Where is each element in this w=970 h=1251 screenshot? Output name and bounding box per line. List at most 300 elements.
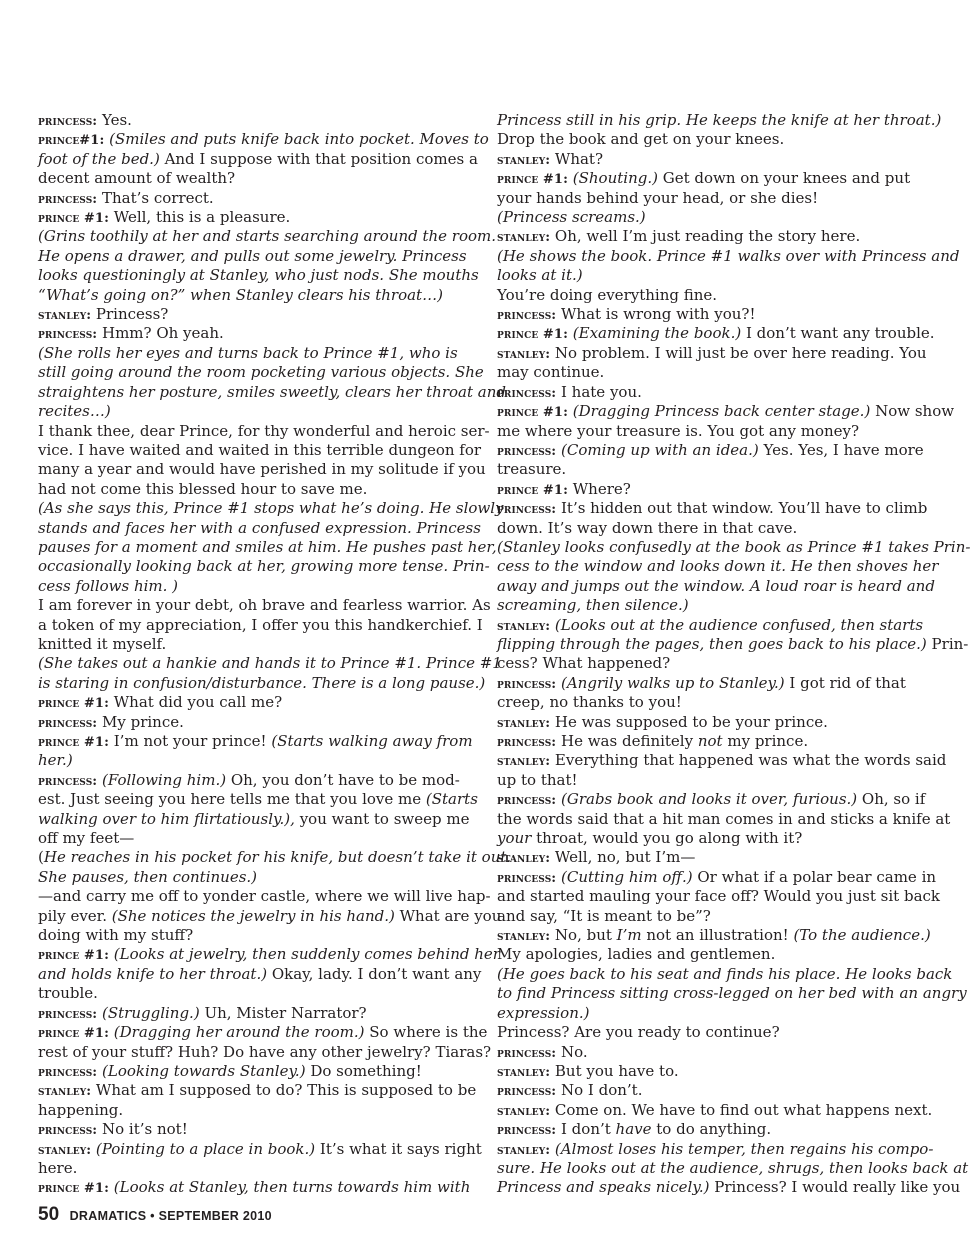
dialogue-text: Get down on your knees and put	[657, 169, 911, 188]
speaker-name: stanley:	[38, 1084, 92, 1100]
speaker-name: princess:	[38, 114, 98, 129]
script-line	[38, 111, 466, 130]
dialogue-text: What is wrong with you?!	[556, 305, 756, 324]
script-line	[38, 557, 490, 576]
dialogue-text: est. Just seeing you here tells me that you love me	[38, 790, 426, 809]
script-line	[497, 383, 925, 402]
script-line	[38, 537, 497, 557]
script-line	[497, 460, 925, 479]
script-line	[38, 713, 466, 732]
script-line	[497, 499, 928, 518]
dialogue-text: Oh, well I’m just reading the story here.	[550, 227, 861, 246]
dialogue-text: rest of your stuff? Huh? Do have any other jewelry? Tiaras?	[38, 1042, 492, 1061]
stage-direction: not	[697, 732, 723, 750]
stage-direction: (Dragging Princess back center stage.)	[572, 402, 871, 421]
dialogue-text: Well, no, but I’m—	[550, 848, 696, 867]
speaker-name: stanley:	[497, 929, 551, 945]
stage-direction: (Following him.)	[102, 770, 227, 789]
stage-direction: “What’s going on?” when Stanley clears his throat…)	[38, 285, 443, 304]
stage-direction: (She notices the jewelry in his hand.)	[111, 906, 395, 925]
stage-direction: to find Princess sitting cross-legged on her bed with an angry	[497, 984, 967, 1003]
script-line	[497, 1100, 933, 1120]
dialogue-text: He was supposed to be your prince.	[550, 712, 828, 731]
script-line	[497, 1081, 925, 1100]
stage-direction: expression.)	[497, 1003, 590, 1022]
script-line	[38, 654, 502, 673]
stage-direction: screaming, then silence.)	[497, 596, 689, 615]
script-line	[38, 440, 482, 460]
script-line	[38, 208, 466, 227]
script-line	[38, 324, 466, 343]
script-line	[38, 305, 466, 324]
dialogue-text: Yes. Yes, I have more	[758, 440, 924, 459]
speaker-name: princess:	[497, 735, 557, 750]
script-line	[38, 577, 466, 596]
stage-direction: and holds knife to her throat.)	[38, 964, 268, 983]
script-line	[497, 654, 925, 673]
stage-direction: (Looks at jewelry, then suddenly comes behind her	[113, 945, 500, 964]
script-line	[497, 596, 925, 615]
stage-direction: I’m	[616, 926, 642, 945]
dialogue-text: here.	[38, 1158, 78, 1177]
script-line	[38, 1023, 488, 1042]
dialogue-text: many a year and would have perished in my solitude if you	[38, 460, 486, 479]
script-line	[497, 634, 969, 654]
script-line	[38, 169, 466, 188]
speaker-name: princess:	[497, 385, 557, 401]
publication-footer: DRAMATICS • SEPTEMBER 2010	[69, 1209, 272, 1223]
script-line	[497, 1004, 925, 1023]
stage-direction: looks at it.)	[497, 266, 583, 285]
dialogue-text: And I suppose with that position comes a	[159, 149, 478, 168]
stage-direction: He reaches in his pocket for his knife, but doesn’t take it out.	[43, 848, 512, 867]
script-line	[38, 421, 490, 441]
speaker-name: princess:	[497, 1123, 557, 1139]
speaker-name: princess:	[38, 1064, 98, 1080]
dialogue-text: not an illustration!	[641, 926, 794, 945]
script-line	[497, 1023, 925, 1042]
script-line	[38, 499, 504, 518]
script-line	[497, 674, 925, 693]
speaker-name: princess:	[497, 1084, 557, 1100]
dialogue-text: throat, would you go along with it?	[531, 829, 803, 848]
script-line	[38, 286, 466, 305]
dialogue-text: I’m not your prince!	[108, 732, 272, 750]
script-line	[497, 537, 970, 557]
stage-direction: occasionally looking back at her, growing more tense. Prin-	[38, 557, 490, 576]
script-line	[497, 208, 925, 227]
speaker-name: prince #1:	[497, 405, 568, 421]
script-line	[497, 751, 947, 770]
speaker-name: stanley:	[497, 152, 551, 168]
script-line	[38, 1004, 466, 1023]
dialogue-text: I don’t	[556, 1120, 616, 1139]
dialogue-text: Princess? Are you ready to continue?	[497, 1023, 780, 1042]
script-line	[38, 518, 481, 538]
dialogue-text: had not come this blessed hour to save me.	[38, 479, 368, 498]
script-line	[38, 363, 484, 382]
stage-direction: looks questioningly at Stanley, who just nods. She mouths	[38, 266, 479, 285]
speaker-name: prince #1:	[497, 327, 568, 343]
script-line	[38, 1159, 466, 1178]
dialogue-text: Prin-	[926, 634, 969, 653]
script-line	[38, 1042, 492, 1062]
stage-direction: (Starts	[425, 790, 478, 809]
script-line	[38, 402, 466, 421]
speaker-name: princess:	[497, 443, 557, 459]
script-line	[38, 868, 466, 887]
dialogue-text: Oh, so if	[857, 790, 926, 809]
dialogue-text: Oh, you don’t have to be mod-	[226, 770, 460, 789]
dialogue-text: No, but	[550, 926, 617, 945]
script-line	[497, 402, 955, 421]
stage-direction: (Coming up with an idea.)	[561, 440, 759, 459]
dialogue-text: Uh, Mister Narrator?	[199, 1003, 367, 1022]
script-line	[497, 519, 925, 538]
dialogue-text: I am forever in your debt, oh brave and fearless warrior. As	[38, 596, 491, 615]
script-line	[497, 557, 939, 576]
speaker-name: princess:	[38, 327, 98, 343]
speaker-name: princess:	[497, 502, 557, 518]
speaker-name: princess:	[38, 1006, 98, 1022]
dialogue-text: No problem. I will just be over here reading. You	[550, 343, 927, 362]
stage-direction: (Starts walking away from	[271, 732, 473, 750]
stage-direction: your	[497, 829, 532, 848]
stage-direction: (He goes back to his seat and finds his place. He looks back	[497, 964, 953, 983]
script-line	[497, 246, 960, 266]
dialogue-text: and started mauling your face off? Would you just sit back	[497, 887, 941, 906]
dialogue-text: Well, this is a pleasure.	[108, 208, 291, 227]
speaker-name: princess:	[497, 1045, 557, 1061]
script-line	[497, 305, 925, 324]
script-line	[38, 964, 482, 984]
script-line	[497, 130, 925, 149]
stage-direction: (She takes out a hankie and hands it to Prince #1. Prince #1	[38, 654, 502, 673]
script-line	[497, 1158, 969, 1178]
script-line	[38, 480, 466, 499]
speaker-name: princess:	[497, 676, 557, 692]
right-column	[497, 111, 970, 1198]
speaker-name: prince #1:	[38, 735, 109, 750]
script-line	[38, 945, 500, 964]
dialogue-text: cess? What happened?	[497, 654, 671, 673]
script-line	[497, 363, 925, 382]
speaker-name: stanley:	[497, 754, 551, 770]
script-line	[497, 266, 925, 285]
stage-direction: (Pointing to a place in book.)	[95, 1139, 316, 1158]
stage-direction: (Almost loses his temper, then regains his compo-	[554, 1139, 934, 1158]
speaker-name: stanley:	[497, 1103, 551, 1119]
script-line	[38, 382, 506, 402]
script-line	[497, 887, 941, 906]
stage-direction: flipping through the pages, then goes back to his place.)	[497, 634, 927, 653]
stage-direction: foot of the bed.)	[38, 149, 160, 168]
speaker-name: princess:	[38, 1123, 98, 1139]
dialogue-text: I hate you.	[556, 382, 642, 401]
stage-direction: (Smiles and puts knife back into pocket. Moves to	[109, 130, 489, 149]
script-line	[497, 1043, 925, 1062]
dialogue-text: up to that!	[497, 770, 578, 789]
dialogue-text: (	[38, 848, 44, 867]
stage-direction: (Looks at Stanley, then turns towards him with	[113, 1178, 471, 1197]
speaker-name: prince#1:	[38, 133, 105, 149]
stage-direction: He opens a drawer, and pulls out some jewelry. Princess	[38, 246, 467, 265]
script-line	[38, 266, 479, 285]
script-line	[497, 771, 925, 790]
script-line	[497, 848, 925, 867]
stage-direction: (Cutting him off.)	[561, 867, 693, 886]
stage-direction: pauses for a moment and smiles at him. He pushes past her,	[38, 537, 497, 556]
speaker-name: princess:	[497, 870, 557, 886]
stage-direction: is staring in confusion/disturbance. There is a long pause.)	[38, 673, 486, 692]
script-line	[38, 344, 466, 363]
script-line	[38, 732, 473, 751]
stage-direction: cess to the window and looks down it. He then shoves her	[497, 557, 939, 576]
dialogue-text: vice. I have waited and waited in this terrible dungeon for	[38, 440, 482, 459]
dialogue-text: down. It’s way down there in that cave.	[497, 518, 798, 537]
stage-direction: Princess and speaks nicely.)	[497, 1178, 710, 1197]
dialogue-text: to do anything.	[651, 1120, 772, 1139]
speaker-name: prince #1:	[497, 482, 568, 498]
page-number: 50	[38, 1204, 60, 1225]
dialogue-text: I don’t want any trouble.	[741, 324, 935, 343]
script-line	[497, 1139, 934, 1159]
dialogue-text: What are you	[394, 906, 502, 925]
dialogue-text: treasure.	[497, 460, 567, 479]
dialogue-text: No it’s not!	[97, 1120, 188, 1139]
script-line	[497, 907, 925, 926]
script-line	[497, 984, 967, 1003]
dialogue-text: It’s hidden out that window. You’ll have to climb	[556, 499, 928, 518]
dialogue-text: No I don’t.	[556, 1081, 643, 1100]
script-line	[497, 829, 925, 848]
script-line	[38, 1101, 466, 1120]
script-line	[38, 615, 483, 635]
dialogue-text: may continue.	[497, 363, 605, 382]
speaker-name: stanley:	[38, 1142, 92, 1158]
script-line	[38, 227, 497, 246]
script-line	[497, 1178, 961, 1197]
script-line	[38, 809, 470, 829]
dialogue-text: That’s correct.	[97, 188, 214, 207]
dialogue-text: Or what if a polar bear came in	[692, 867, 937, 886]
script-line	[38, 887, 491, 906]
script-line	[497, 945, 925, 964]
stage-direction: (She rolls her eyes and turns back to Prince #1, who is	[38, 343, 458, 362]
stage-direction: (Looking towards Stanley.)	[102, 1061, 306, 1080]
dialogue-text: What?	[550, 149, 603, 168]
stage-direction: recites…)	[38, 402, 111, 421]
script-line	[38, 673, 486, 693]
dialogue-text: a token of my appreciation, I offer you this handkerchief. I	[38, 615, 483, 634]
stage-direction: Princess still in his grip. He keeps the knife at her throat.)	[497, 111, 942, 129]
script-line	[38, 926, 466, 945]
speaker-name: stanley:	[497, 1142, 551, 1158]
script-line	[497, 964, 953, 984]
script-line	[38, 130, 489, 149]
script-line	[38, 1062, 466, 1081]
dialogue-text: pily ever.	[38, 906, 112, 925]
stage-direction: her.)	[38, 751, 73, 770]
speaker-name: stanley:	[497, 346, 551, 362]
speaker-name: prince #1:	[497, 172, 568, 188]
dialogue-text: off my feet—	[38, 829, 135, 848]
dialogue-text: the words said that a hit man comes in and sticks a knife at	[497, 809, 951, 828]
dialogue-text: my prince.	[722, 732, 809, 750]
script-line	[497, 111, 942, 130]
speaker-name: prince #1:	[38, 696, 109, 712]
script-line	[38, 829, 466, 848]
stage-direction: stands and faces her with a confused expression. Princess	[38, 518, 481, 537]
script-line	[497, 324, 935, 343]
script-line	[497, 344, 925, 363]
dialogue-text: Do something!	[305, 1061, 422, 1080]
script-line	[38, 906, 502, 926]
speaker-name: princess:	[497, 793, 557, 809]
script-line	[497, 809, 951, 829]
script-line	[497, 926, 931, 945]
dialogue-text: Princess? I would really like you	[709, 1178, 961, 1197]
dialogue-text: decent amount of wealth?	[38, 169, 236, 188]
dialogue-text: What did you call me?	[108, 693, 283, 712]
script-line	[38, 790, 478, 809]
stage-direction: walking over to him flirtatiously.),	[38, 809, 295, 828]
script-line	[497, 790, 925, 809]
stage-direction: (Shouting.)	[572, 169, 658, 188]
dialogue-text: I got rid of that	[784, 673, 906, 692]
dialogue-text: Where?	[567, 479, 631, 498]
dialogue-text: Everything that happened was what the words said	[550, 751, 947, 770]
stage-direction: (Grins toothily at her and starts searching around the room.	[38, 227, 497, 246]
script-line	[497, 480, 925, 499]
stage-direction: away and jumps out the window. A loud roar is heard and	[497, 576, 935, 595]
dialogue-text: He was definitely	[556, 732, 698, 750]
dialogue-text: But you have to.	[550, 1061, 679, 1080]
script-line	[497, 693, 925, 712]
dialogue-text: Come on. We have to find out what happens next.	[550, 1100, 933, 1119]
stage-direction: (To the audience.)	[793, 926, 931, 945]
dialogue-text: Okay, lady. I don’t want any	[267, 964, 482, 983]
script-line	[38, 1120, 466, 1139]
dialogue-text: —and carry me off to yonder castle, where we will live hap-	[38, 887, 491, 906]
speaker-name: princess:	[38, 191, 98, 207]
dialogue-text: and say, “It is meant to be”?	[497, 906, 711, 925]
dialogue-text: Now show	[870, 402, 955, 421]
dialogue-text: My apologies, ladies and gentlemen.	[497, 945, 776, 964]
stage-direction: (Grabs book and looks it over, furious.)	[561, 790, 858, 809]
speaker-name: stanley:	[497, 618, 551, 634]
dialogue-text: Hmm? Oh yeah.	[97, 324, 224, 343]
script-line	[497, 732, 925, 751]
dialogue-text: creep, no thanks to you!	[497, 693, 682, 712]
script-line	[38, 635, 466, 654]
script-line	[497, 286, 925, 305]
speaker-name: prince #1:	[38, 1026, 109, 1042]
stage-direction: (Princess screams.)	[497, 208, 646, 227]
dialogue-text: So where is the	[364, 1023, 488, 1042]
script-line	[38, 693, 466, 712]
script-line	[38, 1081, 477, 1100]
script-line	[497, 169, 925, 188]
script-line	[38, 247, 466, 266]
script-line	[38, 984, 466, 1003]
dialogue-text: me where your treasure is. You got any money?	[497, 421, 860, 440]
stage-direction: (Struggling.)	[102, 1003, 200, 1022]
speaker-name: princess:	[38, 773, 98, 789]
left-column	[38, 111, 512, 1198]
script-line	[497, 150, 925, 169]
page-footer	[38, 1204, 272, 1226]
dialogue-text: knitted it myself.	[38, 634, 167, 653]
script-line	[38, 460, 486, 479]
speaker-name: stanley:	[497, 715, 551, 731]
script-line	[38, 751, 466, 770]
speaker-name: prince #1:	[38, 211, 109, 227]
script-line	[497, 867, 937, 887]
dialogue-text: Princess?	[91, 305, 169, 324]
script-line	[38, 149, 478, 169]
speaker-name: prince #1:	[38, 948, 109, 964]
stage-direction: (Looks out at the audience confused, then starts	[554, 615, 924, 634]
dialogue-text: No.	[556, 1042, 588, 1061]
dialogue-text: What am I supposed to do? This is supposed to be	[91, 1081, 477, 1100]
script-line	[497, 189, 925, 208]
stage-direction: (Examining the book.)	[572, 324, 742, 343]
stage-direction: She pauses, then continues.)	[38, 867, 258, 886]
script-line	[497, 713, 925, 732]
script-line	[497, 1120, 925, 1139]
dialogue-text: My prince.	[97, 712, 184, 731]
script-line	[497, 616, 925, 635]
speaker-name: stanley:	[497, 1064, 551, 1080]
script-line	[38, 1139, 482, 1159]
script-line	[38, 596, 491, 615]
stage-direction: (Stanley looks confusedly at the book as Prince #1 takes Prin-	[497, 537, 970, 556]
speaker-name: prince #1:	[38, 1181, 109, 1197]
dialogue-text: doing with my stuff?	[38, 926, 194, 945]
dialogue-text: Yes.	[97, 111, 132, 129]
speaker-name: princess:	[38, 715, 98, 731]
speaker-name: stanley:	[497, 851, 551, 867]
dialogue-text: You’re doing everything fine.	[497, 285, 718, 304]
script-line	[38, 848, 512, 867]
script-line	[497, 422, 925, 441]
dialogue-text: Drop the book and get on your knees.	[497, 130, 785, 149]
script-line	[38, 1178, 471, 1197]
dialogue-text: I thank thee, dear Prince, for thy wonderful and heroic ser-	[38, 421, 490, 440]
stage-direction: cess follows him. )	[38, 576, 179, 595]
speaker-name: stanley:	[497, 230, 551, 246]
script-line	[38, 189, 466, 208]
stage-direction: have	[615, 1120, 652, 1139]
speaker-name: princess:	[497, 308, 557, 324]
stage-direction: straightens her posture, smiles sweetly, clears her throat and	[38, 382, 506, 401]
stage-direction: (As she says this, Prince #1 stops what he’s doing. He slowly	[38, 499, 504, 518]
speaker-name: stanley:	[38, 308, 92, 324]
script-line	[497, 576, 935, 596]
dialogue-text: It’s what it says right	[315, 1139, 482, 1158]
dialogue-text: your hands behind your head, or she dies!	[497, 188, 819, 207]
dialogue-text: trouble.	[38, 984, 98, 1003]
stage-direction: (Angrily walks up to Stanley.)	[561, 673, 785, 692]
stage-direction: (Dragging her around the room.)	[113, 1023, 365, 1042]
stage-direction: sure. He looks out at the audience, shrugs, then looks back at	[497, 1158, 969, 1177]
script-line	[497, 1062, 925, 1081]
dialogue-text: happening.	[38, 1100, 124, 1119]
dialogue-text: you want to sweep me	[294, 809, 470, 828]
script-line	[497, 441, 925, 460]
stage-direction: (He shows the book. Prince #1 walks over with Princess and	[497, 246, 960, 265]
